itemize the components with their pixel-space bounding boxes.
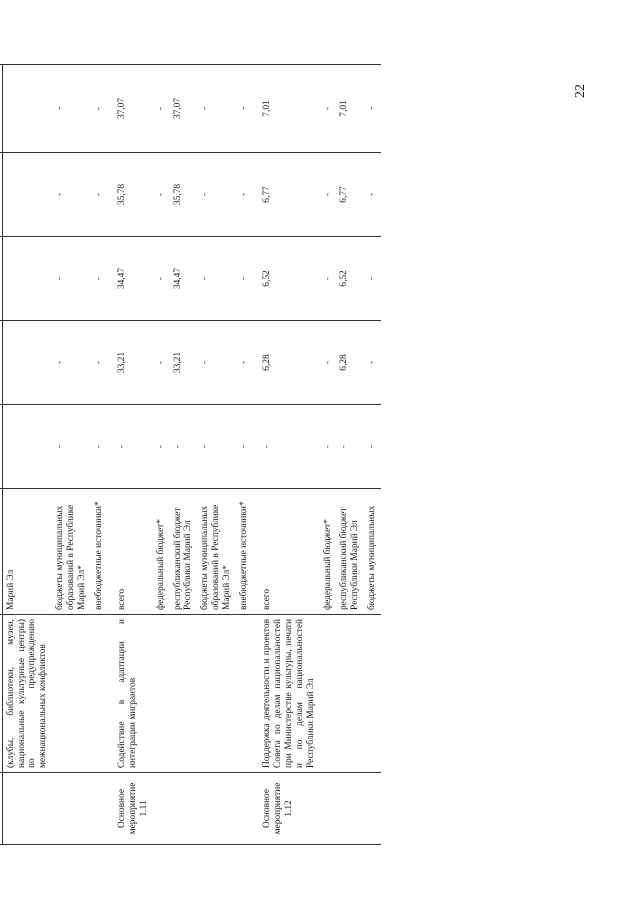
value-cell: - xyxy=(236,65,253,153)
value-cell: - xyxy=(320,321,337,405)
value-cell: - xyxy=(153,65,170,153)
value-cell: 7,01 xyxy=(336,65,364,153)
value-cell: - xyxy=(91,237,108,321)
value-cell xyxy=(2,237,52,321)
value-cell: - xyxy=(91,65,108,153)
value-cell: 37,07 xyxy=(170,65,198,153)
funding-source-cell: федеральный бюджет* xyxy=(153,489,170,615)
activity-cell: Основное мероприятие 1.11 xyxy=(107,773,152,845)
table-row xyxy=(153,65,170,845)
value-cell: - xyxy=(52,65,90,153)
funding-source-cell: федеральный бюджет* xyxy=(320,489,337,615)
value-cell: - xyxy=(364,153,381,237)
value-cell: - xyxy=(153,237,170,321)
table-row xyxy=(236,65,253,845)
value-cell: - xyxy=(52,153,90,237)
funding-source-cell: республиканский бюджет Республики Марий Эл xyxy=(170,489,198,615)
description-cell xyxy=(170,615,198,773)
table-row xyxy=(170,65,198,845)
value-cell xyxy=(2,321,52,405)
activity-cell xyxy=(197,773,235,845)
description-cell xyxy=(336,615,364,773)
funding-source-cell: внебюджетные источники* xyxy=(91,489,108,615)
activity-cell xyxy=(52,773,90,845)
value-cell: - xyxy=(320,65,337,153)
description-cell: Содействие в адаптации и интеграции мигрантов xyxy=(107,615,152,773)
table-row xyxy=(197,65,235,845)
value-cell: - xyxy=(364,405,381,489)
table-row xyxy=(320,65,337,845)
value-cell: 33,21 xyxy=(170,321,198,405)
value-cell: 37,07 xyxy=(107,65,152,153)
description-cell xyxy=(320,615,337,773)
value-cell: 6,77 xyxy=(252,153,319,237)
value-cell: - xyxy=(153,153,170,237)
value-cell: - xyxy=(320,237,337,321)
activity-cell xyxy=(320,773,337,845)
activity-cell xyxy=(153,773,170,845)
description-cell xyxy=(91,615,108,773)
budget-table xyxy=(0,64,381,845)
funding-source-cell: республиканский бюджет Республики Марий Эл xyxy=(336,489,364,615)
description-cell: (клубы, библиотеки, музеи, национальные культурные центры) по предупреждению межнациональных конфликтов xyxy=(2,615,52,773)
value-cell: - xyxy=(364,65,381,153)
activity-cell xyxy=(170,773,198,845)
value-cell: 6,28 xyxy=(252,321,319,405)
funding-source-cell: всего xyxy=(252,489,319,615)
funding-source-cell: внебюджетные источники* xyxy=(236,489,253,615)
funding-source-cell: бюджеты муниципальных образований в Республике Марий Эл* xyxy=(52,489,90,615)
value-cell: 6,52 xyxy=(336,237,364,321)
value-cell: 35,78 xyxy=(107,153,152,237)
funding-source-cell: всего xyxy=(107,489,152,615)
value-cell: 6,52 xyxy=(252,237,319,321)
value-cell: - xyxy=(197,153,235,237)
value-cell: - xyxy=(236,153,253,237)
description-cell: Поддержка деятельности и проектов Совета по делам национальностей при Министерстве культуры, печати и по делам национальностей Республики Марий Эл xyxy=(252,615,319,773)
activity-cell xyxy=(2,773,52,845)
value-cell: - xyxy=(236,237,253,321)
activity-cell xyxy=(336,773,364,845)
table-body xyxy=(2,65,380,845)
table-row xyxy=(336,65,364,845)
value-cell: 6,28 xyxy=(336,321,364,405)
table-row xyxy=(2,65,52,845)
description-cell xyxy=(52,615,90,773)
value-cell: - xyxy=(52,321,90,405)
value-cell: - xyxy=(107,405,152,489)
table-row xyxy=(52,65,90,845)
value-cell: - xyxy=(252,405,319,489)
activity-cell xyxy=(236,773,253,845)
table-row xyxy=(364,65,381,845)
value-cell: 7,01 xyxy=(252,65,319,153)
value-cell: - xyxy=(320,153,337,237)
value-cell: - xyxy=(320,405,337,489)
value-cell: - xyxy=(197,405,235,489)
description-cell xyxy=(364,615,381,773)
value-cell: - xyxy=(52,237,90,321)
value-cell: - xyxy=(197,65,235,153)
value-cell: - xyxy=(91,405,108,489)
value-cell: - xyxy=(236,321,253,405)
value-cell: - xyxy=(336,405,364,489)
value-cell: 35,78 xyxy=(170,153,198,237)
budget-table-rotated xyxy=(0,65,377,845)
value-cell: 34,47 xyxy=(107,237,152,321)
table-row xyxy=(252,65,319,845)
funding-source-cell: Марий Эл xyxy=(2,489,52,615)
page-number: 22 xyxy=(573,84,588,98)
activity-cell: Основное мероприятие 1.12 xyxy=(252,773,319,845)
value-cell xyxy=(2,405,52,489)
value-cell: - xyxy=(197,321,235,405)
value-cell: 6,77 xyxy=(336,153,364,237)
value-cell: - xyxy=(364,321,381,405)
value-cell: - xyxy=(52,405,90,489)
description-cell xyxy=(236,615,253,773)
value-cell: - xyxy=(91,321,108,405)
funding-source-cell: бюджеты муниципальных xyxy=(364,489,381,615)
activity-cell xyxy=(364,773,381,845)
table-row xyxy=(91,65,108,845)
value-cell: - xyxy=(364,237,381,321)
value-cell: 34,47 xyxy=(170,237,198,321)
value-cell xyxy=(2,153,52,237)
value-cell: - xyxy=(153,405,170,489)
table-row xyxy=(107,65,152,845)
description-cell xyxy=(153,615,170,773)
funding-source-cell: бюджеты муниципальных образований в Республике Марий Эл* xyxy=(197,489,235,615)
value-cell: - xyxy=(197,237,235,321)
value-cell: - xyxy=(91,153,108,237)
value-cell: - xyxy=(170,405,198,489)
value-cell: 33,21 xyxy=(107,321,152,405)
description-cell xyxy=(197,615,235,773)
value-cell xyxy=(2,65,52,153)
value-cell: - xyxy=(236,405,253,489)
activity-cell xyxy=(91,773,108,845)
value-cell: - xyxy=(153,321,170,405)
